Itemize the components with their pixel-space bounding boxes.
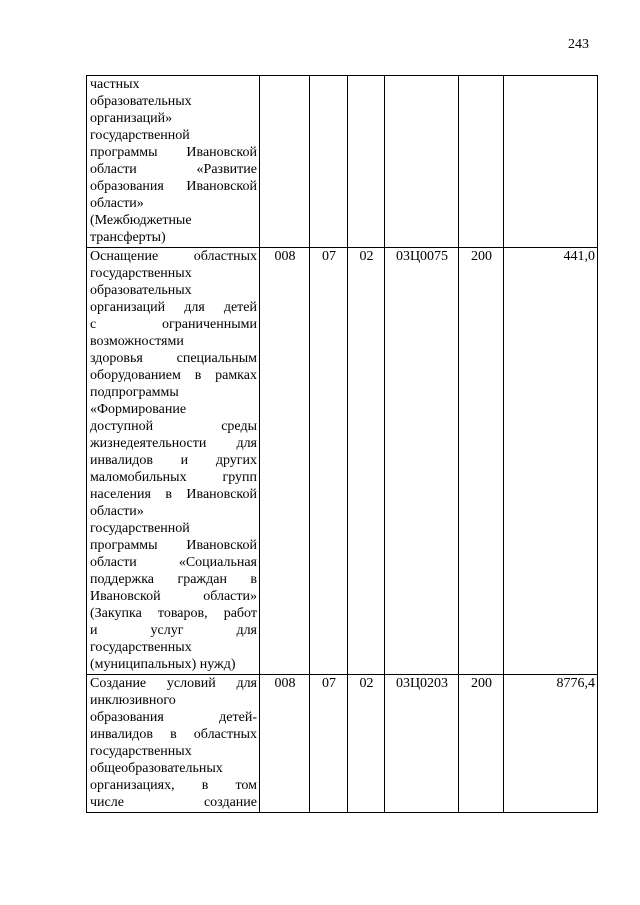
amount [504, 76, 598, 248]
description-line: числе создание [90, 795, 257, 810]
description-line: поддержка граждан в [90, 572, 257, 587]
description-line: программы Ивановской [90, 145, 257, 160]
section-code: 07 [310, 675, 348, 813]
target-article-code: 03Ц0203 [385, 675, 459, 813]
subsection-code [348, 76, 385, 248]
budget-table [86, 75, 598, 813]
amount: 8776,4 [504, 675, 598, 813]
description-line: (Закупка товаров, работ [90, 606, 257, 621]
section-code [310, 76, 348, 248]
description-line: области «Развитие [90, 162, 257, 177]
description-line: области» [90, 196, 144, 211]
ministry-code [260, 76, 310, 248]
table-row [87, 675, 598, 813]
description-line: государственной [90, 521, 190, 536]
description-line: государственной [90, 128, 190, 143]
description-line: и услуг для [90, 623, 257, 638]
description-line: инвалидов и других [90, 453, 257, 468]
description-line: государственных [90, 266, 192, 281]
description-line: оборудованием в рамках [90, 368, 257, 383]
subsection-code: 02 [348, 248, 385, 675]
description-line: программы Ивановской [90, 538, 257, 553]
target-article-code: 03Ц0075 [385, 248, 459, 675]
description-line: с ограниченными [90, 317, 257, 332]
description-line: области «Социальная [90, 555, 257, 570]
description-line: «Формирование [90, 402, 187, 417]
description-line: государственных [90, 744, 192, 759]
description-line: частных [90, 77, 140, 92]
page-number: 243 [568, 37, 589, 52]
description-line: образовательных [90, 283, 192, 298]
description-line: образования детей- [90, 710, 257, 725]
ministry-code: 008 [260, 248, 310, 675]
description-line: организаций для детей [90, 300, 257, 315]
target-article-code [385, 76, 459, 248]
description-line: образовательных [90, 94, 192, 109]
amount: 441,0 [504, 248, 598, 675]
description-line: возможностями [90, 334, 184, 349]
description-line: (муниципальных) нужд) [90, 657, 236, 672]
ministry-code: 008 [260, 675, 310, 813]
description-line: организациях, в том [90, 778, 257, 793]
subsection-code: 02 [348, 675, 385, 813]
description-line: государственных [90, 640, 192, 655]
description-line: маломобильных групп [90, 470, 257, 485]
description-line: инклюзивного [90, 693, 176, 708]
description-line: трансферты) [90, 230, 166, 245]
description-line: Оснащение областных [90, 249, 257, 264]
description-line: Создание условий для [90, 676, 257, 691]
description-line: здоровья специальным [90, 351, 257, 366]
description-line: населения в Ивановской [90, 487, 257, 502]
description-line: организаций» [90, 111, 173, 126]
description-line: (Межбюджетные [90, 213, 192, 228]
description-line: инвалидов в областных [90, 727, 257, 742]
table-row [87, 248, 598, 675]
description-line: области» [90, 504, 144, 519]
row-description [87, 248, 260, 675]
expense-type-code: 200 [459, 248, 504, 675]
table-row [87, 76, 598, 248]
expense-type-code: 200 [459, 675, 504, 813]
description-line: подпрограммы [90, 385, 179, 400]
description-line: доступной среды [90, 419, 257, 434]
description-line: жизнедеятельности для [90, 436, 257, 451]
description-line: образования Ивановской [90, 179, 257, 194]
description-line: общеобразовательных [90, 761, 223, 776]
expense-type-code [459, 76, 504, 248]
section-code: 07 [310, 248, 348, 675]
row-description [87, 675, 260, 813]
row-description [87, 76, 260, 248]
description-line: Ивановской области» [90, 589, 257, 604]
